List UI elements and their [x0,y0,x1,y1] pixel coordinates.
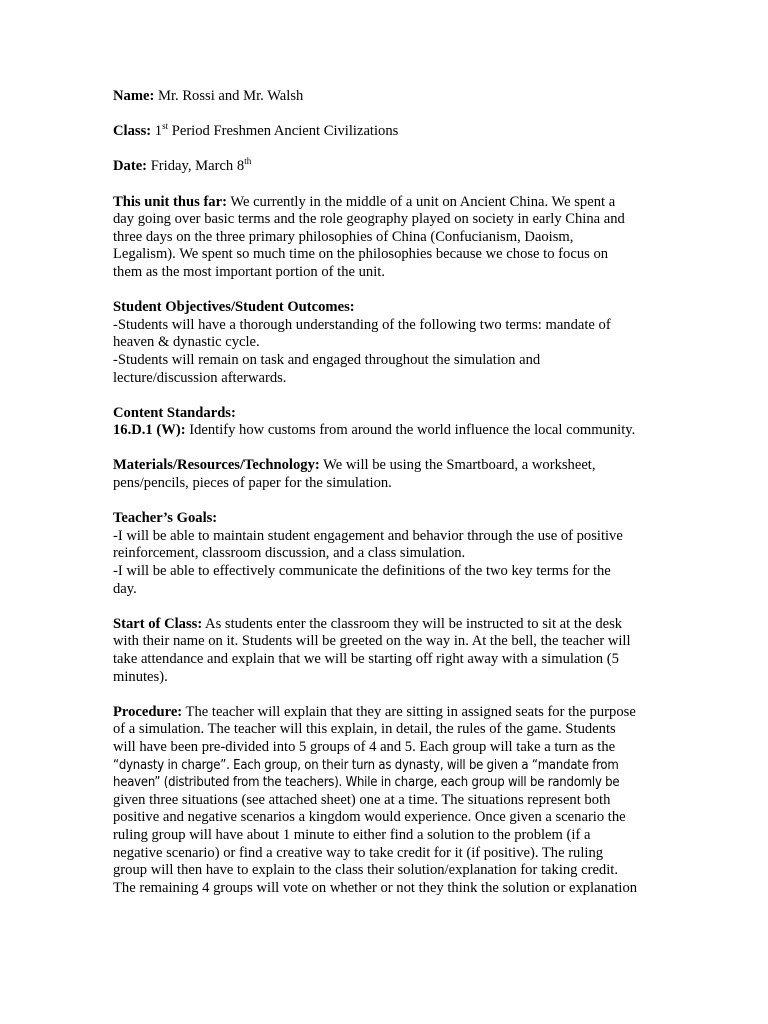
date-section [113,158,658,176]
unit-section [113,194,658,282]
goals-heading: Teacher’s Goals: [113,510,218,527]
materials-label: Materials/Resources/Technology: [113,457,320,474]
objective-line: lecture/discussion afterwards. [113,369,287,386]
start-label: Start of Class: [113,615,203,632]
materials-line: Materials/Resources/Technology: We will be using the Smartboard, a worksheet, [113,457,596,474]
name-value: Mr. Rossi and Mr. Walsh [154,88,304,104]
goals-section [113,510,658,598]
procedure-section [113,704,658,898]
unit-label: This unit thus far: [113,193,227,210]
materials-section [113,457,658,492]
procedure-label: Procedure: [113,703,183,720]
objectives-heading: Student Objectives/Student Outcomes: [113,299,355,316]
procedure-line: group will then have to explain to the class their solution/explanation for taking credit. [113,862,618,879]
objectives-section [113,299,658,387]
procedure-line: heaven” (distributed from the teachers). While in charge, each group will be randomly be [113,775,620,791]
goal-line: -I will be able to effectively communicate the definitions of the two key terms for the [113,563,611,580]
procedure-line: “dynasty in charge”. Each group, on their turn as dynasty, will be given a “mandate from [113,757,619,773]
name-label: Name: [113,88,155,104]
unit-line: them as the most important portion of the unit. [113,263,385,280]
class-section [113,123,658,141]
unit-line: day going over basic terms and the role geography played on society in early China and [113,211,625,228]
start-line: take attendance and explain that we will be starting off right away with a simulation (5 [113,651,619,667]
objective-line: -Students will have a thorough understanding of the following two terms: mandate of [113,316,611,333]
procedure-line: positive and negative scenarios a kingdom would experience. Once given a scenario the [113,809,626,826]
procedure-line: of a simulation. The teacher will this explain, in detail, the rules of the game. Students [113,721,616,738]
class-value: Period Freshmen Ancient Civilizations [168,123,399,140]
standards-heading: Content Standards: [113,404,236,421]
procedure-line: negative scenario) or find a creative way to take credit for it (if positive). The ruling [113,844,604,861]
procedure-line: ruling group will have about 1 minute to either find a solution to the problem (if a [113,826,591,843]
name-section [113,88,658,106]
goal-line: reinforcement, classroom discussion, and a class simulation. [113,545,466,562]
procedure-line: Procedure: The teacher will explain that they are sitting in assigned seats for the purpose [113,703,636,720]
lesson-plan-document [113,88,658,915]
procedure-line: The remaining 4 groups will vote on whether or not they think the solution or explanation [113,879,638,896]
unit-line: This unit thus far: We currently in the middle of a unit on Ancient China. We spent a [113,193,616,210]
procedure-line: will have been pre-divided into 5 groups of 4 and 5. Each group will take a turn as the [113,738,616,755]
standards-section [113,405,658,440]
start-line: Start of Class: As students enter the classroom they will be instructed to sit at the desk [113,615,623,632]
goal-line: day. [113,580,137,597]
goal-line: -I will be able to maintain student engagement and behavior through the use of positive [113,527,623,544]
class-number: 1 [151,123,163,140]
start-line: minutes). [113,668,168,685]
materials-line: pens/pencils, pieces of paper for the simulation. [113,475,392,492]
unit-line: Legalism). We spent so much time on the philosophies because we chose to focus on [113,246,609,263]
start-line: with their name on it. Students will be greeted on the way in. At the bell, the teacher will [113,633,631,650]
objective-line: -Students will remain on task and engaged throughout the simulation and [113,351,541,368]
objective-line: heaven & dynastic cycle. [113,334,260,351]
procedure-line: given three situations (see attached sheet) one at a time. The situations represent both [113,791,611,808]
class-label: Class: [113,123,152,140]
start-section [113,616,658,686]
unit-line: three days on the three primary philosophies of China (Confucianism, Daoism, [113,228,574,245]
date-label: Date: [113,158,148,175]
standard-code: 16.D.1 (W): [113,422,186,439]
date-value: Friday, March 8 [147,158,245,175]
class-superscript: st [162,121,169,132]
date-superscript: th [244,156,252,167]
standard-text: Identify how customs from around the world influence the local community. [185,422,636,439]
standard-line [113,422,658,440]
